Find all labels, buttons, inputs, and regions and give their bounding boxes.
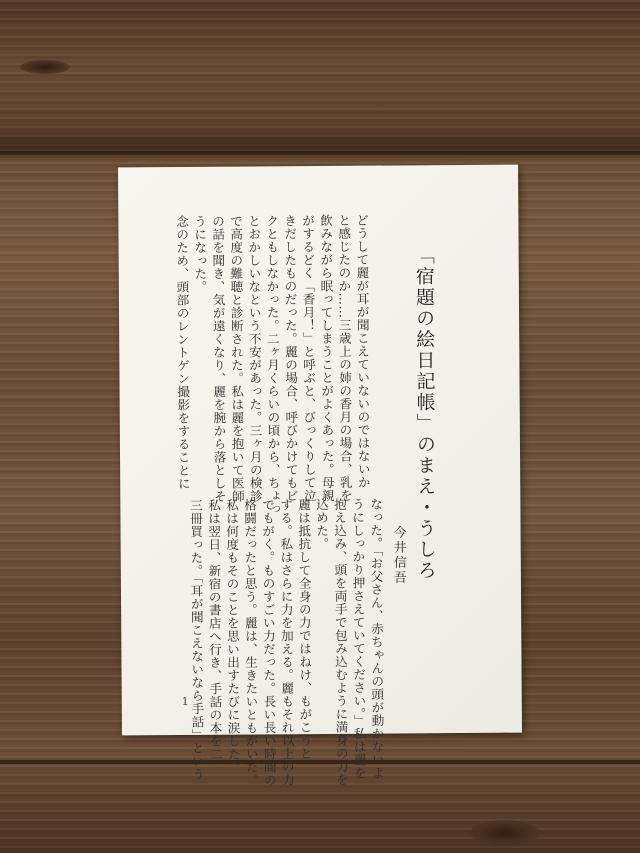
text-line: 麗は抵抗して全身の力ではねけ、もがこうと <box>295 498 313 761</box>
wood-knot <box>20 60 70 74</box>
text-line: の話を聞き、気が遠くなり、麗を腕から落としそ <box>209 214 227 503</box>
text-line: うにしっかり押さえていてください。」私は麗を <box>349 497 367 780</box>
wood-knot <box>470 820 540 846</box>
plank-seam <box>0 151 640 155</box>
text-line: と感じたのか……三歳上の姉の香月の場合、乳を <box>335 213 353 503</box>
page-title: 「宿題の絵日記帳」のまえ・うしろ <box>412 245 437 582</box>
author-name: 今井信吾 <box>390 525 406 586</box>
text-line: 三冊買った。「耳が聞こえないなら手話」という <box>187 498 205 781</box>
text-line: とおかしいなという不安があった。三ヶ月の検診 <box>245 214 263 503</box>
plank-seam <box>0 760 640 764</box>
text-line: クともしなかった。二ヶ月くらいの頃から、ちょっ <box>263 214 282 516</box>
text-line: きだしたものだった。麗の場合、呼びかけてもビ <box>281 214 299 503</box>
text-line: 格闘だったと思う。麗は、生きたいともがいた。 <box>241 498 259 787</box>
text-line: 飲みながら眠ってしまうことがよくあった。母親 <box>317 213 335 503</box>
text-line: する。私はさらに力を加える。麗もそれ以上の力 <box>277 498 295 787</box>
text-line: うになった。 <box>191 214 208 294</box>
text-line: 込めた。 <box>313 497 330 551</box>
text-line: 私は翌日、新宿の書店へ行き、手話の本を二、 <box>205 498 223 774</box>
text-line: なった。「お父さん、赤ちゃんの頭が動かないよ <box>367 497 385 780</box>
text-line: で高度の難聴と診断された。私は麗を抱いて医師 <box>227 214 245 503</box>
printed-page <box>118 165 522 787</box>
text-line: どうして麗が耳が聞こえていないのではないか <box>353 213 371 489</box>
text-line: でもがく。ものすごい力だった。長い長い時間の <box>259 498 277 787</box>
text-line: 抱え込み、頭を両手で包み込むように満身の力を <box>331 497 349 787</box>
page-number: 1 <box>181 694 189 708</box>
text-line: 念のため、頭部のレントゲン撮影をすることに <box>173 214 191 491</box>
text-line: 私は何度もそのことを思い出すたびに涙した。 <box>223 498 241 774</box>
text-line: がするどく「香月！」と呼ぶと、びっくりして泣 <box>299 214 317 503</box>
